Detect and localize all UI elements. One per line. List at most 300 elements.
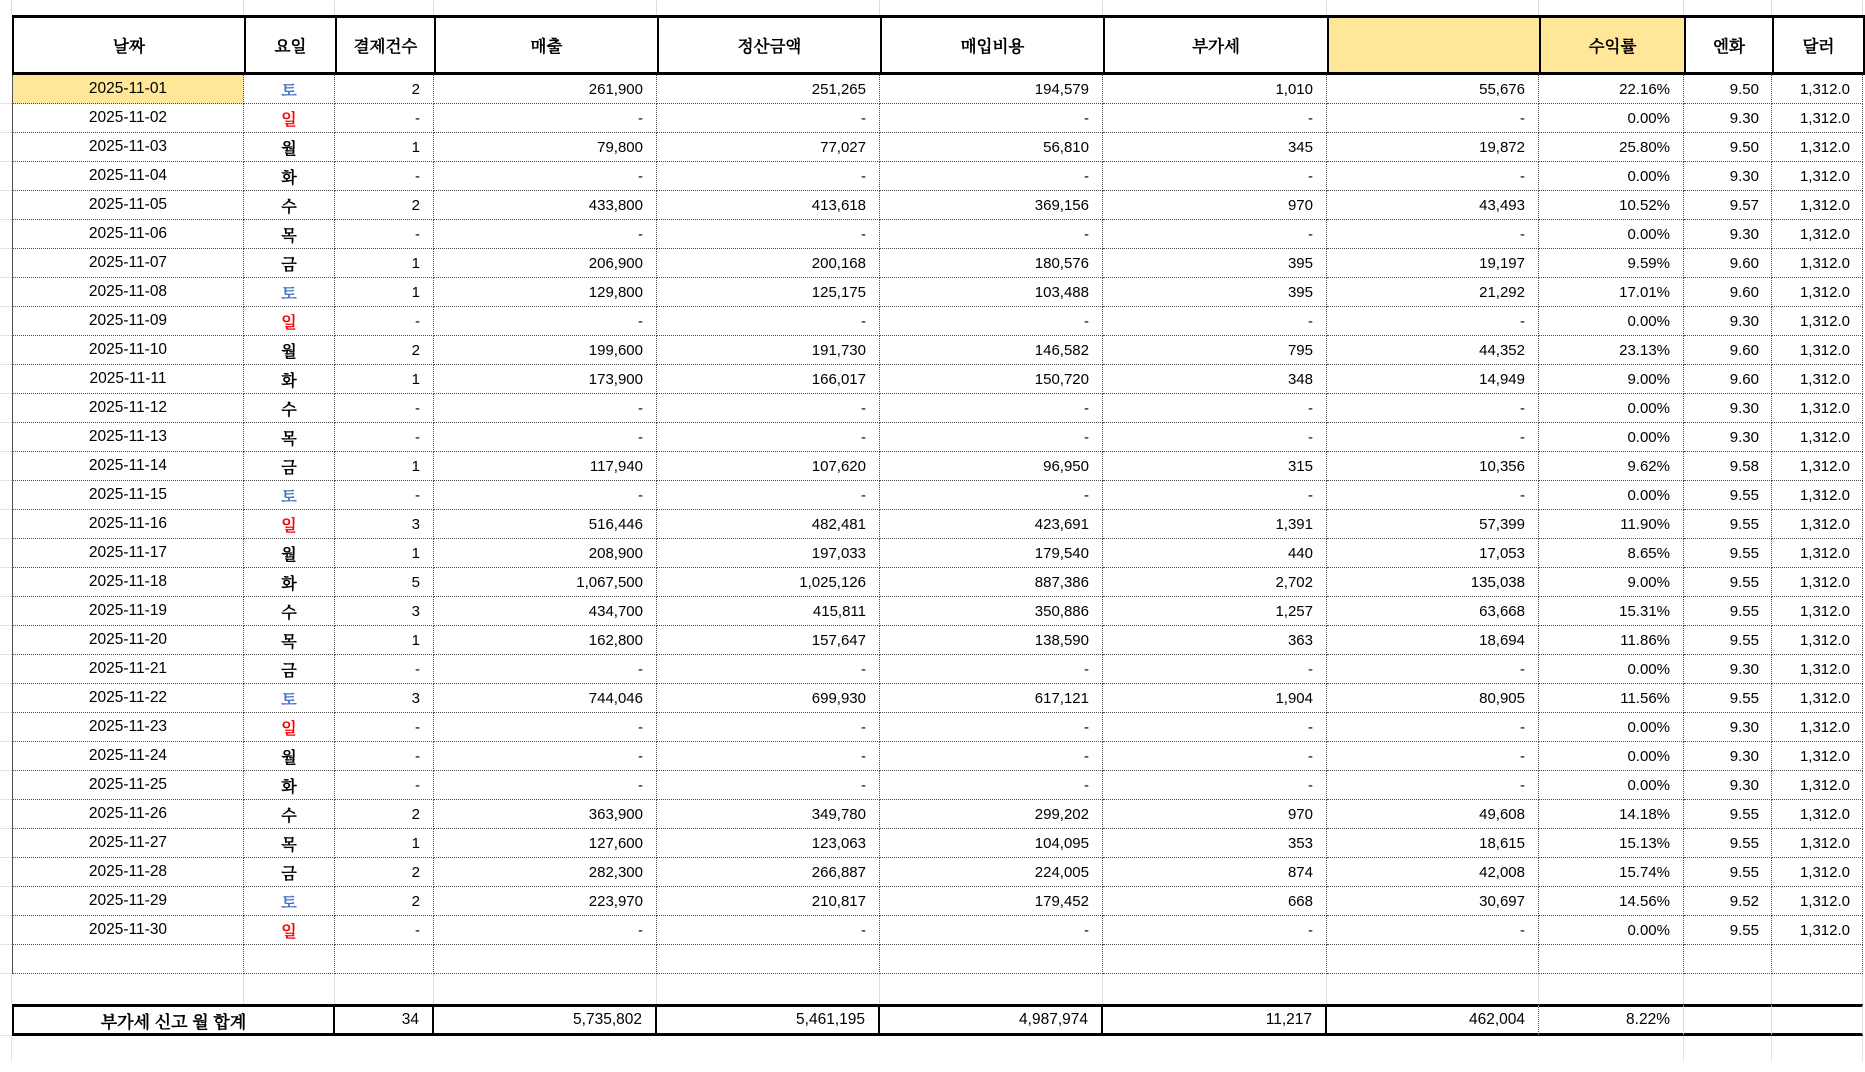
header-profit-blank[interactable] [1329,18,1541,72]
cell-profit[interactable]: - [1327,771,1539,800]
cell-day[interactable]: 화 [244,771,335,800]
cell-settlement[interactable]: - [657,742,880,771]
cell-day[interactable]: 일 [244,916,335,945]
cell-vat[interactable]: - [1103,713,1327,742]
cell-rate[interactable]: 25.80% [1539,133,1684,162]
cell-profit[interactable]: - [1327,916,1539,945]
cell-profit[interactable]: 80,905 [1327,684,1539,713]
cell-sales[interactable]: 79,800 [434,133,657,162]
cell-vat[interactable]: 395 [1103,249,1327,278]
cell-profit[interactable]: 135,038 [1327,568,1539,597]
cell-profit[interactable]: - [1327,162,1539,191]
header-vat[interactable]: 부가세 [1105,18,1329,72]
cell-cost[interactable]: - [880,742,1103,771]
cell-settlement[interactable]: 415,811 [657,597,880,626]
cell-profit[interactable]: 18,615 [1327,829,1539,858]
cell-count[interactable]: - [335,423,434,452]
cell-profit[interactable]: 18,694 [1327,626,1539,655]
cell-count[interactable]: 1 [335,539,434,568]
cell-rate[interactable]: 0.00% [1539,307,1684,336]
cell-sales[interactable]: 1,067,500 [434,568,657,597]
cell-count[interactable]: 2 [335,191,434,220]
cell-yen[interactable]: 9.55 [1684,916,1772,945]
cell-date[interactable]: 2025-11-24 [12,742,244,771]
cell-settlement[interactable]: 266,887 [657,858,880,887]
cell-profit[interactable]: - [1327,945,1539,974]
cell-yen[interactable]: 9.57 [1684,191,1772,220]
cell-rate[interactable]: 0.00% [1539,916,1684,945]
cell-settlement[interactable]: 251,265 [657,75,880,104]
cell-date[interactable]: 2025-11-19 [12,597,244,626]
cell-cost[interactable]: - [880,423,1103,452]
cell-cost[interactable]: 194,579 [880,75,1103,104]
cell-sales[interactable]: 261,900 [434,75,657,104]
cell-dollar[interactable]: 1,312.0 [1772,713,1863,742]
cell-dollar[interactable]: 1,312.0 [1772,423,1863,452]
cell-day[interactable]: 월 [244,742,335,771]
cell-rate[interactable]: 8.65% [1539,539,1684,568]
cell-day[interactable]: 목 [244,220,335,249]
cell-sales[interactable]: 199,600 [434,336,657,365]
cell-cost[interactable]: - [880,104,1103,133]
cell-dollar[interactable]: 1,312.0 [1772,887,1863,916]
cell-sales[interactable]: - [434,481,657,510]
cell-yen[interactable]: 9.30 [1684,423,1772,452]
cell-count[interactable] [335,945,434,974]
cell-yen[interactable]: 9.30 [1684,220,1772,249]
cell-cost[interactable]: - [880,481,1103,510]
totals-cost[interactable]: 4,987,974 [880,1004,1103,1036]
cell-count[interactable]: - [335,713,434,742]
cell-date[interactable] [12,945,244,974]
cell-vat[interactable]: - [1103,481,1327,510]
cell-rate[interactable]: 9.59% [1539,249,1684,278]
cell-cost[interactable]: 180,576 [880,249,1103,278]
cell-rate[interactable]: 0.00% [1539,655,1684,684]
header-settlement[interactable]: 정산금액 [659,18,882,72]
cell-count[interactable]: 1 [335,365,434,394]
cell-cost[interactable]: - [880,220,1103,249]
cell-yen[interactable]: 9.55 [1684,510,1772,539]
cell-date[interactable]: 2025-11-12 [12,394,244,423]
cell-vat[interactable]: 440 [1103,539,1327,568]
cell-settlement[interactable]: 210,817 [657,887,880,916]
cell-count[interactable]: 1 [335,452,434,481]
cell-sales[interactable]: - [434,742,657,771]
cell-rate[interactable]: 11.56% [1539,684,1684,713]
cell-cost[interactable]: 56,810 [880,133,1103,162]
cell-yen[interactable]: 9.30 [1684,307,1772,336]
cell-vat[interactable]: 345 [1103,133,1327,162]
cell-vat[interactable]: 1,257 [1103,597,1327,626]
cell-settlement[interactable]: - [657,394,880,423]
cell-sales[interactable]: 127,600 [434,829,657,858]
cell-date[interactable]: 2025-11-28 [12,858,244,887]
cell-day[interactable]: 수 [244,191,335,220]
cell-sales[interactable]: 208,900 [434,539,657,568]
cell-settlement[interactable]: 191,730 [657,336,880,365]
cell-profit[interactable]: - [1327,742,1539,771]
cell-cost[interactable]: 146,582 [880,336,1103,365]
cell-count[interactable]: - [335,162,434,191]
cell-date[interactable]: 2025-11-10 [12,336,244,365]
cell-settlement[interactable]: - [657,220,880,249]
cell-rate[interactable]: 23.13% [1539,336,1684,365]
cell-day[interactable]: 월 [244,133,335,162]
cell-vat[interactable]: - [1103,655,1327,684]
cell-cost[interactable]: 179,540 [880,539,1103,568]
cell-sales[interactable]: 434,700 [434,597,657,626]
cell-day[interactable]: 금 [244,655,335,684]
cell-settlement[interactable]: 1,025,126 [657,568,880,597]
cell-dollar[interactable]: 1,312.0 [1772,365,1863,394]
cell-cost[interactable]: 299,202 [880,800,1103,829]
cell-profit[interactable]: - [1327,655,1539,684]
cell-cost[interactable]: 96,950 [880,452,1103,481]
cell-sales[interactable]: - [434,394,657,423]
cell-cost[interactable]: 423,691 [880,510,1103,539]
cell-rate[interactable]: 15.74% [1539,858,1684,887]
cell-count[interactable]: 2 [335,858,434,887]
cell-settlement[interactable]: 157,647 [657,626,880,655]
cell-rate[interactable]: 11.86% [1539,626,1684,655]
cell-profit[interactable]: 55,676 [1327,75,1539,104]
cell-dollar[interactable]: 1,312.0 [1772,133,1863,162]
cell-count[interactable]: - [335,916,434,945]
cell-cost[interactable]: 224,005 [880,858,1103,887]
cell-count[interactable]: - [335,394,434,423]
cell-sales[interactable]: 129,800 [434,278,657,307]
cell-day[interactable]: 목 [244,423,335,452]
cell-settlement[interactable]: 413,618 [657,191,880,220]
cell-vat[interactable]: 1,391 [1103,510,1327,539]
cell-cost[interactable]: - [880,394,1103,423]
header-purchase-cost[interactable]: 매입비용 [882,18,1105,72]
cell-yen[interactable]: 9.60 [1684,336,1772,365]
totals-profit[interactable]: 462,004 [1327,1004,1539,1036]
cell-vat[interactable]: 970 [1103,191,1327,220]
cell-profit[interactable]: 21,292 [1327,278,1539,307]
cell-sales[interactable]: 223,970 [434,887,657,916]
cell-sales[interactable]: - [434,423,657,452]
cell-count[interactable]: - [335,307,434,336]
cell-rate[interactable]: 0.00% [1539,423,1684,452]
cell-day[interactable]: 수 [244,800,335,829]
cell-vat[interactable]: 795 [1103,336,1327,365]
cell-cost[interactable]: - [880,307,1103,336]
totals-vat[interactable]: 11,217 [1103,1004,1327,1036]
cell-dollar[interactable]: 1,312.0 [1772,162,1863,191]
cell-yen[interactable]: 9.52 [1684,887,1772,916]
cell-date[interactable]: 2025-11-23 [12,713,244,742]
cell-day[interactable]: 월 [244,539,335,568]
cell-profit[interactable]: 43,493 [1327,191,1539,220]
cell-date[interactable]: 2025-11-06 [12,220,244,249]
cell-dollar[interactable]: 1,312.0 [1772,771,1863,800]
cell-date[interactable]: 2025-11-08 [12,278,244,307]
cell-yen[interactable]: 9.55 [1684,829,1772,858]
cell-count[interactable]: - [335,655,434,684]
cell-rate[interactable]: 9.00% [1539,365,1684,394]
cell-yen[interactable]: 9.30 [1684,104,1772,133]
cell-rate[interactable]: 0.00% [1539,481,1684,510]
cell-profit[interactable]: - [1327,481,1539,510]
cell-day[interactable]: 일 [244,104,335,133]
cell-date[interactable]: 2025-11-03 [12,133,244,162]
cell-day[interactable]: 화 [244,568,335,597]
cell-settlement[interactable]: 200,168 [657,249,880,278]
cell-day[interactable]: 목 [244,829,335,858]
cell-sales[interactable] [434,945,657,974]
header-day[interactable]: 요일 [246,18,337,72]
cell-vat[interactable]: 970 [1103,800,1327,829]
cell-sales[interactable]: - [434,713,657,742]
cell-yen[interactable]: 9.60 [1684,249,1772,278]
cell-vat[interactable] [1103,945,1327,974]
cell-date[interactable]: 2025-11-21 [12,655,244,684]
cell-yen[interactable]: 9.50 [1684,75,1772,104]
cell-yen[interactable]: 9.55 [1684,626,1772,655]
cell-dollar[interactable]: 1,312.0 [1772,191,1863,220]
cell-settlement[interactable]: - [657,771,880,800]
cell-day[interactable]: 목 [244,626,335,655]
cell-date[interactable]: 2025-11-27 [12,829,244,858]
cell-date[interactable]: 2025-11-13 [12,423,244,452]
cell-sales[interactable]: - [434,220,657,249]
cell-day[interactable]: 금 [244,858,335,887]
cell-profit[interactable]: 19,197 [1327,249,1539,278]
cell-count[interactable]: - [335,742,434,771]
cell-sales[interactable]: 744,046 [434,684,657,713]
cell-dollar[interactable]: 1,312.0 [1772,568,1863,597]
totals-dollar-empty[interactable] [1772,1004,1863,1036]
cell-count[interactable]: 1 [335,626,434,655]
cell-date[interactable]: 2025-11-22 [12,684,244,713]
cell-vat[interactable]: - [1103,423,1327,452]
cell-settlement[interactable]: - [657,162,880,191]
cell-dollar[interactable]: 1,312.0 [1772,220,1863,249]
cell-profit[interactable]: 57,399 [1327,510,1539,539]
cell-sales[interactable]: - [434,162,657,191]
cell-sales[interactable]: 363,900 [434,800,657,829]
cell-yen[interactable]: 9.55 [1684,684,1772,713]
cell-day[interactable]: 토 [244,887,335,916]
cell-cost[interactable]: 104,095 [880,829,1103,858]
cell-date[interactable]: 2025-11-26 [12,800,244,829]
cell-rate[interactable]: 9.62% [1539,452,1684,481]
header-payment-count[interactable]: 결제건수 [337,18,436,72]
cell-rate[interactable]: 0.00% [1539,945,1684,974]
cell-settlement[interactable]: - [657,104,880,133]
cell-day[interactable]: 금 [244,452,335,481]
cell-sales[interactable]: 433,800 [434,191,657,220]
cell-date[interactable]: 2025-11-07 [12,249,244,278]
cell-date[interactable]: 2025-11-15 [12,481,244,510]
cell-date[interactable]: 2025-11-02 [12,104,244,133]
cell-day[interactable]: 금 [244,249,335,278]
cell-profit[interactable]: 19,872 [1327,133,1539,162]
cell-count[interactable]: 1 [335,829,434,858]
cell-date[interactable]: 2025-11-01 [12,75,244,104]
header-date[interactable]: 날짜 [14,18,246,72]
cell-dollar[interactable]: 1,312.0 [1772,626,1863,655]
cell-vat[interactable]: - [1103,394,1327,423]
cell-count[interactable]: 1 [335,133,434,162]
totals-sales[interactable]: 5,735,802 [434,1004,657,1036]
cell-date[interactable]: 2025-11-14 [12,452,244,481]
cell-cost[interactable]: - [880,655,1103,684]
cell-dollar[interactable]: 1,312.0 [1772,307,1863,336]
cell-count[interactable]: 5 [335,568,434,597]
cell-settlement[interactable]: - [657,307,880,336]
cell-count[interactable]: 2 [335,336,434,365]
cell-rate[interactable]: 17.01% [1539,278,1684,307]
cell-cost[interactable]: - [880,162,1103,191]
cell-dollar[interactable]: 1,312.0 [1772,858,1863,887]
cell-rate[interactable]: 0.00% [1539,394,1684,423]
totals-label[interactable]: 부가세 신고 월 합계 [12,1004,335,1036]
cell-yen[interactable]: 9.55 [1684,858,1772,887]
cell-dollar[interactable]: 1,312.0 [1772,336,1863,365]
cell-date[interactable]: 2025-11-05 [12,191,244,220]
cell-profit[interactable]: 14,949 [1327,365,1539,394]
cell-dollar[interactable]: 1,312.0 [1772,655,1863,684]
cell-yen[interactable]: 9.55 [1684,597,1772,626]
cell-vat[interactable]: 363 [1103,626,1327,655]
cell-cost[interactable]: 103,488 [880,278,1103,307]
cell-settlement[interactable]: 197,033 [657,539,880,568]
cell-day[interactable]: 토 [244,278,335,307]
cell-date[interactable]: 2025-11-11 [12,365,244,394]
cell-dollar[interactable]: 1,312.0 [1772,684,1863,713]
cell-vat[interactable]: 1,010 [1103,75,1327,104]
cell-dollar[interactable]: 1,312.0 [1772,481,1863,510]
cell-profit[interactable]: 49,608 [1327,800,1539,829]
cell-settlement[interactable]: 125,175 [657,278,880,307]
cell-profit[interactable]: - [1327,220,1539,249]
cell-yen[interactable]: 9.50 [1684,133,1772,162]
header-profit-rate[interactable]: 수익률 [1541,18,1686,72]
cell-day[interactable]: 월 [244,336,335,365]
cell-cost[interactable]: 150,720 [880,365,1103,394]
header-yen[interactable]: 엔화 [1686,18,1774,72]
cell-count[interactable]: 3 [335,597,434,626]
cell-sales[interactable]: - [434,916,657,945]
cell-vat[interactable]: 353 [1103,829,1327,858]
cell-profit[interactable]: - [1327,423,1539,452]
totals-settlement[interactable]: 5,461,195 [657,1004,880,1036]
cell-cost[interactable]: - [880,916,1103,945]
cell-count[interactable]: 2 [335,800,434,829]
cell-date[interactable]: 2025-11-09 [12,307,244,336]
cell-cost[interactable]: 350,886 [880,597,1103,626]
cell-date[interactable]: 2025-11-16 [12,510,244,539]
cell-count[interactable]: - [335,771,434,800]
cell-sales[interactable]: - [434,771,657,800]
cell-vat[interactable]: 874 [1103,858,1327,887]
cell-day[interactable]: 화 [244,365,335,394]
cell-profit[interactable]: 63,668 [1327,597,1539,626]
cell-profit[interactable]: 42,008 [1327,858,1539,887]
cell-sales[interactable]: 173,900 [434,365,657,394]
cell-settlement[interactable]: - [657,655,880,684]
cell-dollar[interactable]: 1,312.0 [1772,800,1863,829]
cell-yen[interactable]: 9.30 [1684,655,1772,684]
cell-rate[interactable]: 10.52% [1539,191,1684,220]
cell-date[interactable]: 2025-11-29 [12,887,244,916]
cell-yen[interactable]: 9.60 [1684,365,1772,394]
cell-yen[interactable]: 9.30 [1684,742,1772,771]
cell-rate[interactable]: 14.18% [1539,800,1684,829]
cell-vat[interactable]: - [1103,771,1327,800]
cell-vat[interactable]: - [1103,307,1327,336]
cell-settlement[interactable]: 699,930 [657,684,880,713]
cell-rate[interactable]: 0.00% [1539,771,1684,800]
cell-dollar[interactable]: 1,312.0 [1772,597,1863,626]
cell-sales[interactable]: - [434,655,657,684]
cell-dollar[interactable]: 1,312.0 [1772,829,1863,858]
cell-sales[interactable]: 516,446 [434,510,657,539]
cell-dollar[interactable]: 1,312.0 [1772,249,1863,278]
cell-yen[interactable]: 9.30 [1684,394,1772,423]
cell-dollar[interactable]: 1,312.0 [1772,278,1863,307]
cell-yen[interactable]: 9.30 [1684,713,1772,742]
cell-date[interactable]: 2025-11-04 [12,162,244,191]
cell-yen[interactable] [1684,945,1772,974]
cell-day[interactable]: 일 [244,510,335,539]
cell-rate[interactable]: 15.31% [1539,597,1684,626]
cell-date[interactable]: 2025-11-20 [12,626,244,655]
cell-sales[interactable]: 117,940 [434,452,657,481]
cell-rate[interactable]: 0.00% [1539,713,1684,742]
cell-sales[interactable]: 206,900 [434,249,657,278]
cell-count[interactable]: - [335,104,434,133]
cell-day[interactable]: 토 [244,481,335,510]
cell-settlement[interactable]: 107,620 [657,452,880,481]
cell-settlement[interactable]: 482,481 [657,510,880,539]
cell-settlement[interactable]: - [657,713,880,742]
cell-settlement[interactable]: - [657,916,880,945]
cell-rate[interactable]: 11.90% [1539,510,1684,539]
cell-vat[interactable]: 315 [1103,452,1327,481]
cell-settlement[interactable]: - [657,481,880,510]
cell-dollar[interactable]: 1,312.0 [1772,452,1863,481]
totals-rate[interactable]: 8.22% [1539,1004,1684,1036]
cell-rate[interactable]: 0.00% [1539,220,1684,249]
cell-vat[interactable]: - [1103,916,1327,945]
cell-vat[interactable]: 1,904 [1103,684,1327,713]
cell-day[interactable]: 토 [244,684,335,713]
cell-cost[interactable]: 179,452 [880,887,1103,916]
cell-profit[interactable]: - [1327,307,1539,336]
cell-cost[interactable]: 369,156 [880,191,1103,220]
cell-profit[interactable]: 30,697 [1327,887,1539,916]
cell-profit[interactable]: 44,352 [1327,336,1539,365]
cell-day[interactable]: 토 [244,75,335,104]
cell-date[interactable]: 2025-11-18 [12,568,244,597]
cell-settlement[interactable]: 349,780 [657,800,880,829]
cell-dollar[interactable]: 1,312.0 [1772,104,1863,133]
cell-settlement[interactable]: 166,017 [657,365,880,394]
cell-vat[interactable]: - [1103,742,1327,771]
cell-vat[interactable]: 2,702 [1103,568,1327,597]
cell-count[interactable]: 2 [335,75,434,104]
cell-day[interactable]: 수 [244,394,335,423]
cell-yen[interactable]: 9.55 [1684,539,1772,568]
cell-rate[interactable]: 0.00% [1539,104,1684,133]
cell-dollar[interactable]: 1,312.0 [1772,394,1863,423]
cell-count[interactable]: - [335,220,434,249]
